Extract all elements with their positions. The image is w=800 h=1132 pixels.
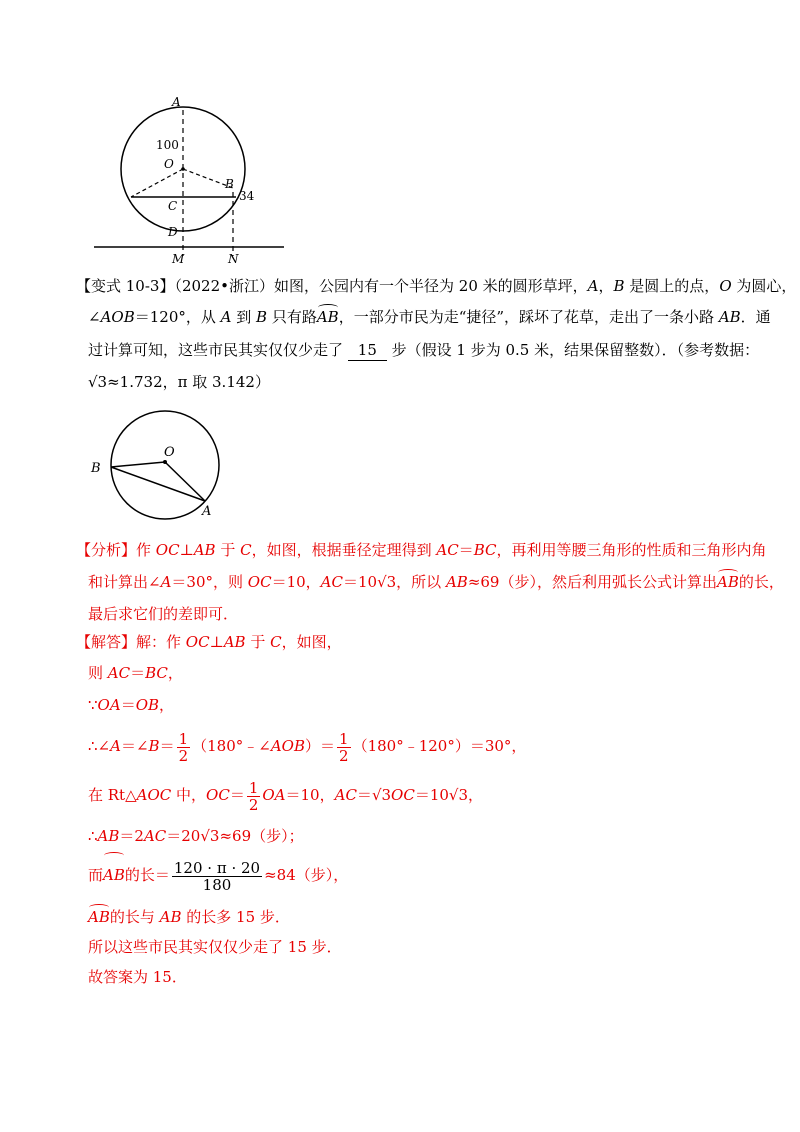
label-B: B xyxy=(225,177,234,191)
radius-oa xyxy=(165,462,205,501)
problem-line-2: ∠AOB＝120°，从 A 到 B 只有路AB，一部分市民为走“捷径”，踩坏了花草，走出了一条小路 AB．通 xyxy=(88,308,771,326)
analysis-line-1: 【分析】作 OC⊥AB 于 C，如图，根据垂径定理得到 AC＝BC，再利用等腰三角形的性质和三角形内角 xyxy=(76,541,767,559)
figure-circle-aob xyxy=(88,408,228,522)
solution-line-3: ∵OA＝OB， xyxy=(88,696,175,714)
solution-line-6: ∴AB＝2AC＝20√3≈69（步）； xyxy=(88,827,304,845)
solution-line-1: 【解答】解：作 OC⊥AB 于 C，如图， xyxy=(76,633,342,651)
arc-ab: AB xyxy=(316,308,339,326)
problem-tag: 【变式 10-3】 xyxy=(76,277,175,295)
figure-circle-road xyxy=(88,92,288,264)
solution-line-9: 所以这些市民其实仅仅少走了 15 步． xyxy=(88,938,342,956)
arc-ab: AB xyxy=(88,908,110,926)
problem-line-1: 【变式 10-3】（2022•浙江）如图，公园内有一个半径为 20 米的圆形草坪，A，B 是圆上的点，O 为圆心， xyxy=(76,277,797,295)
solution-line-5: 在 Rt△AOC 中，OC＝ $\frac{1}{2}$ OA＝10，AC＝√3OC＝10√3， xyxy=(88,778,484,814)
arc-ab: AB xyxy=(716,573,739,591)
solution-tag: 【解答】 xyxy=(76,633,137,651)
analysis-line-2: 和计算出∠A＝30°，则 OC＝10，AC＝10√3，所以 AB≈69（步），然后利用弧长公式计算出AB的长， xyxy=(88,573,784,591)
label-O: O xyxy=(164,445,175,460)
analysis-tag: 【分析】 xyxy=(76,541,137,559)
fraction-arc-length: $\frac{120 \cdot \pi \cdot 20}{180}$ xyxy=(173,858,261,894)
analysis-line-3: 最后求它们的差即可． xyxy=(88,605,239,623)
label-O: O xyxy=(164,157,174,171)
solution-line-4: ∴∠A＝∠B＝ $\frac{1}{2}$ （180°﹣∠AOB）＝ $\frac{1}{2}$ （180°﹣120°）＝30°， xyxy=(88,729,527,765)
problem-line-3: 过计算可知，这些市民其实仅仅少走了 15 步（假设 1 步为 0.5 米，结果保留整数）．（参考数据： xyxy=(88,341,760,359)
radius-ob-left xyxy=(131,169,183,197)
fraction-half: $\frac{1}{2}$ xyxy=(248,778,259,814)
center-dot xyxy=(181,167,185,171)
label-A: A xyxy=(202,504,212,519)
label-C: C xyxy=(168,199,178,213)
solution-line-7: 而AB的长＝ $\frac{120 \cdot \pi \cdot 20}{180}$ ≈84（步）， xyxy=(88,855,348,895)
fraction-half: $\frac{1}{2}$ xyxy=(339,729,349,765)
chord-ab xyxy=(111,467,205,501)
label-34: 34 xyxy=(239,189,255,203)
label-100: 100 xyxy=(156,138,179,152)
arc-ab: AB xyxy=(103,855,125,895)
solution-line-2: 则 AC＝BC， xyxy=(88,664,183,682)
label-M: M xyxy=(172,252,185,264)
answer-blank: 15 xyxy=(348,340,387,361)
fraction-half: $\frac{1}{2}$ xyxy=(178,729,189,765)
solution-line-8: AB的长与 AB 的长多 15 步． xyxy=(88,908,290,926)
problem-line-4: √3≈1.732，π 取 3.142） xyxy=(88,373,270,391)
center-dot xyxy=(163,460,167,464)
label-D: D xyxy=(168,225,178,239)
label-N: N xyxy=(228,252,239,264)
label-B: B xyxy=(91,461,101,476)
solution-line-10: 故答案为 15． xyxy=(88,968,187,986)
radius-ob xyxy=(111,462,165,467)
label-A: A xyxy=(172,95,181,109)
